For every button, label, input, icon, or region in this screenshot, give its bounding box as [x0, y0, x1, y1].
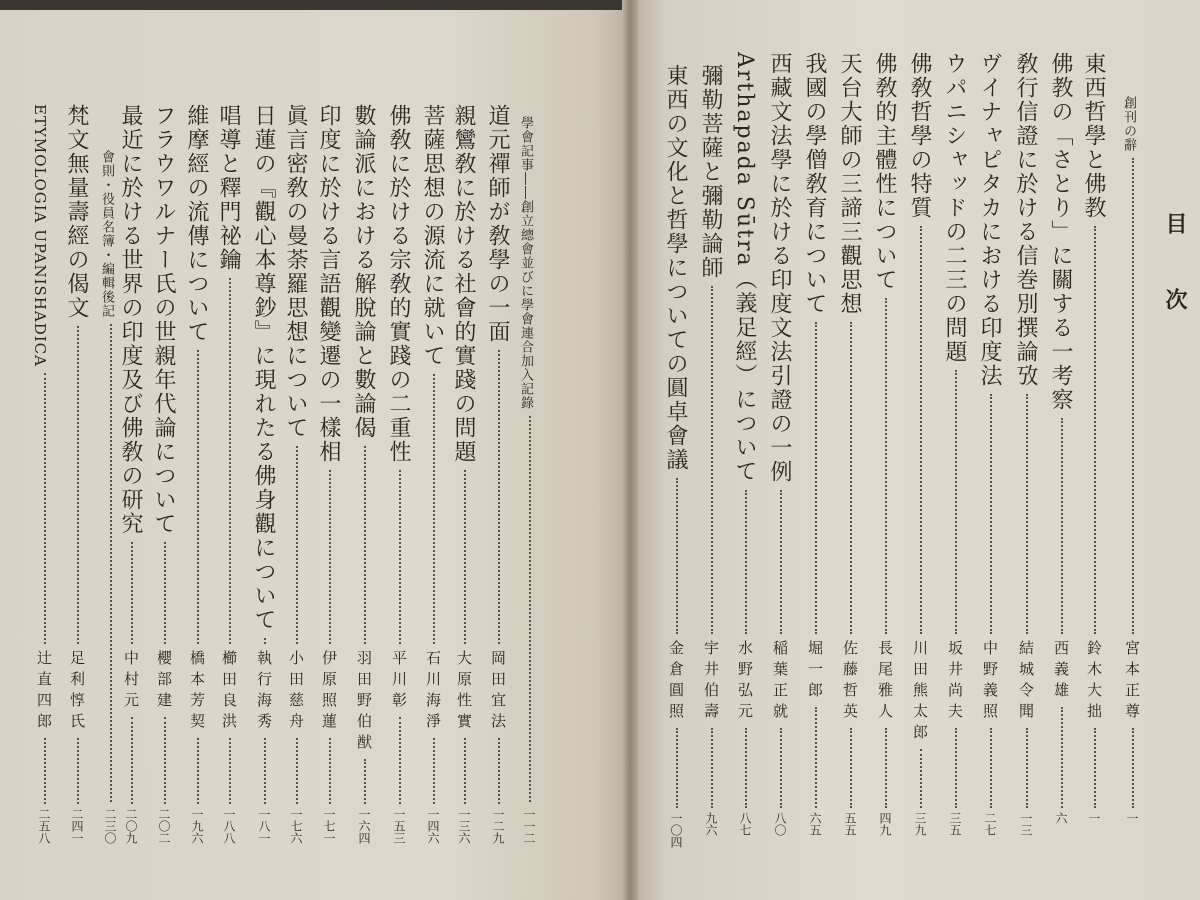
right-toc-entry	[1118, 0, 1148, 900]
dotted-leader	[296, 738, 299, 804]
dotted-leader	[1026, 728, 1029, 808]
dotted-leader	[164, 542, 167, 644]
right-toc-author: 宇井伯壽	[702, 640, 720, 724]
dotted-leader	[296, 446, 299, 644]
left-toc-author: 小田慈舟	[287, 650, 305, 734]
right-toc-entry	[836, 0, 866, 900]
right-toc-title: 創刊の辭	[1121, 96, 1136, 152]
dotted-leader	[329, 738, 332, 804]
book-gutter	[622, 0, 638, 900]
dotted-leader	[77, 326, 80, 644]
right-toc-title: ヴイナャピタカにおける印度法	[977, 52, 1002, 388]
right-toc-title: 敎行信證に於ける信巻別撰論攷	[1013, 52, 1038, 388]
left-toc-page-number: 二三〇	[103, 808, 117, 844]
right-toc-author: 稲葉正就	[771, 640, 789, 724]
dotted-leader	[164, 717, 167, 804]
right-toc-author: 水野弘元	[736, 640, 754, 724]
left-toc-entry	[450, 0, 480, 900]
dotted-leader	[955, 370, 958, 634]
dotted-leader	[229, 738, 232, 804]
left-toc-author: 平川彰	[390, 650, 408, 713]
dotted-leader	[885, 728, 888, 808]
left-toc-author: 羽田野伯猷	[355, 650, 373, 755]
right-toc-title: 佛教の「さとり」に關する一考察	[1048, 52, 1073, 412]
right-toc-author: 宮本正尊	[1123, 640, 1141, 724]
right-toc-page-number: 九六	[704, 812, 718, 836]
left-toc-title: 數論派における解脫論と數論偈	[351, 104, 376, 440]
right-toc-title: 西藏文法學に於ける印度文法引證の一例	[767, 52, 792, 484]
dotted-leader	[329, 470, 332, 644]
dotted-leader	[1026, 394, 1029, 634]
right-toc-page-number: 五五	[843, 812, 857, 836]
right-toc-page-number: 一	[1125, 812, 1139, 824]
dotted-leader	[1094, 226, 1097, 634]
dotted-leader	[745, 728, 748, 808]
left-toc-author: 櫻部建	[155, 650, 173, 713]
dotted-leader	[885, 298, 888, 634]
left-toc-author: 伊原照蓮	[320, 650, 338, 734]
dotted-leader	[131, 717, 134, 804]
right-toc-author: 西義雄	[1052, 640, 1070, 703]
dotted-leader	[77, 738, 80, 804]
left-toc-entry	[250, 0, 280, 900]
left-toc-title: 親鸞敎に於ける社會的實踐の問題	[451, 104, 476, 464]
dotted-leader	[433, 374, 436, 644]
left-toc-page-number: 一六四	[357, 808, 371, 844]
left-toc-entry	[419, 0, 449, 900]
right-toc-page-number: 四九	[878, 812, 892, 836]
left-toc-author: 石川海淨	[424, 650, 442, 734]
left-toc-title: 印度に於ける言語觀變遷の一樣相	[316, 104, 341, 464]
dotted-leader	[1132, 158, 1135, 634]
left-toc-entry	[30, 0, 60, 900]
right-toc-title: 東西哲學と佛教	[1081, 52, 1106, 220]
dotted-leader	[990, 728, 993, 808]
left-toc-page-number: 二四一	[70, 808, 84, 844]
left-toc-entry	[215, 0, 245, 900]
left-toc-author: 辻直四郎	[35, 650, 53, 734]
dotted-leader	[364, 446, 367, 644]
left-toc-title: 道元禪師が敎學の一面	[485, 104, 510, 344]
dotted-leader	[433, 738, 436, 804]
right-toc-page-number: 三五	[948, 812, 962, 836]
dotted-leader	[498, 350, 501, 644]
dotted-leader	[780, 728, 783, 808]
right-toc-entry	[976, 0, 1006, 900]
dotted-leader	[1061, 418, 1064, 634]
right-toc-page-number: 一	[1087, 812, 1101, 824]
left-toc-entry	[315, 0, 345, 900]
dotted-leader	[110, 324, 113, 802]
left-toc-entry	[515, 0, 545, 900]
right-toc-entry	[1047, 0, 1077, 900]
right-toc-page-number: 一三	[1019, 812, 1033, 836]
dotted-leader	[920, 749, 923, 808]
left-toc-page-number: 一五三	[392, 808, 406, 844]
dotted-leader	[850, 728, 853, 808]
left-toc-title: 最近に於ける世界の印度及び佛敎の研究	[118, 104, 143, 536]
right-toc-entry	[731, 0, 761, 900]
right-toc-author: 堀一郎	[806, 640, 824, 703]
left-toc-page-number: 二〇九	[124, 808, 138, 844]
dotted-leader	[264, 638, 267, 644]
right-toc-title: 佛敎的主體性について	[872, 52, 897, 292]
left-toc-author: 大原性實	[455, 650, 473, 734]
left-toc-page-number: 一二九	[491, 808, 505, 844]
dotted-leader	[229, 278, 232, 644]
dotted-leader	[399, 717, 402, 804]
dotted-leader	[850, 322, 853, 634]
dotted-leader	[920, 226, 923, 634]
right-toc-page-number: 三九	[913, 812, 927, 836]
dotted-leader	[711, 286, 714, 634]
dotted-leader	[955, 728, 958, 808]
dotted-leader	[264, 738, 267, 804]
left-toc-entry	[150, 0, 180, 900]
left-toc-page-number: 一四六	[426, 808, 440, 844]
dotted-leader	[1061, 707, 1064, 808]
dotted-leader	[990, 394, 993, 634]
left-toc-title: 會則・役員名簿・編輯後記	[99, 150, 114, 318]
right-toc-title: 我國の學僧敎育について	[802, 52, 827, 316]
left-toc-page-number: 一七一	[322, 808, 336, 844]
dotted-leader	[815, 322, 818, 634]
left-toc-title: 梵文無量壽經の偈文	[64, 104, 89, 320]
dotted-leader	[780, 490, 783, 634]
left-toc-title: 眞言密敎の曼荼羅思想について	[283, 104, 308, 440]
right-toc-page-number: 六五	[808, 812, 822, 836]
left-toc-title: 日蓮の『觀心本尊鈔』に現れたる佛身觀について	[251, 104, 276, 632]
left-toc-title: 唱導と釋門祕鑰	[216, 104, 241, 272]
dotted-leader	[1094, 728, 1097, 808]
left-toc-entry	[282, 0, 312, 900]
left-toc-page-number: 二五八	[37, 808, 51, 844]
left-toc-page-number: 一八一	[257, 808, 271, 844]
right-toc-title: 彌勒菩薩と彌勒論師	[698, 64, 723, 280]
right-toc-entry	[871, 0, 901, 900]
dotted-leader	[44, 373, 47, 644]
right-toc-title: 東西の文化と哲學についての圓卓會議	[663, 64, 688, 472]
left-toc-entry	[96, 0, 126, 900]
left-toc-author: 橋本芳契	[188, 650, 206, 734]
right-toc-entry	[1080, 0, 1110, 900]
right-toc-author: 川田熊太郎	[911, 640, 929, 745]
left-toc-author: 岡田宜法	[489, 650, 507, 734]
right-toc-author: 金倉圓照	[667, 640, 685, 724]
right-toc-title: Arthapada Sūtra（義足經）について	[732, 52, 757, 484]
right-toc-title: 佛敎哲學の特質	[907, 52, 932, 220]
dotted-leader	[711, 728, 714, 808]
left-toc-page-number: 一三六	[457, 808, 471, 844]
left-toc-entry	[484, 0, 514, 900]
left-toc-title: 學會記事――創立總會並びに學會連合加入記錄	[518, 116, 533, 410]
left-toc-entry	[350, 0, 380, 900]
left-toc-title: 維摩經の流傳について	[184, 104, 209, 344]
left-toc-entry	[183, 0, 213, 900]
dotted-leader	[1132, 728, 1135, 808]
dotted-leader	[464, 470, 467, 644]
left-toc-author: 執行海秀	[255, 650, 273, 734]
right-toc-entry	[697, 0, 727, 900]
right-toc-author: 鈴木大拙	[1085, 640, 1103, 724]
dotted-leader	[498, 738, 501, 804]
left-toc-page-number: 一九六	[190, 808, 204, 844]
right-toc-entry	[662, 0, 692, 900]
left-toc-page-number: 二〇二	[157, 808, 171, 844]
right-toc-author: 長尾雅人	[876, 640, 894, 724]
right-toc-page-number: 二七	[983, 812, 997, 836]
right-toc-author: 結城令聞	[1017, 640, 1035, 724]
right-toc-title: ウパニシャッドの二三の問題	[942, 52, 967, 364]
dotted-leader	[197, 350, 200, 644]
right-toc-entry	[766, 0, 796, 900]
left-toc-entry	[63, 0, 93, 900]
dotted-leader	[676, 728, 679, 808]
dotted-leader	[815, 707, 818, 808]
right-toc-entry	[941, 0, 971, 900]
right-toc-entry	[1012, 0, 1042, 900]
right-toc-title: 天台大師の三諦三觀思想	[837, 52, 862, 316]
left-toc-title: ETYMOLOGIA UPANISHADICA	[31, 104, 49, 367]
left-toc-page-number: 一八八	[222, 808, 236, 844]
dotted-leader	[745, 490, 748, 634]
right-toc-entry	[906, 0, 936, 900]
left-toc-author: 櫛田良洪	[220, 650, 238, 734]
toc-heading: 目次	[1162, 212, 1188, 364]
right-toc-author: 坂井尚夫	[946, 640, 964, 724]
right-toc-entry	[801, 0, 831, 900]
right-toc-page-number: 六	[1054, 812, 1068, 824]
dotted-leader	[464, 738, 467, 804]
right-toc-author: 中野義照	[981, 640, 999, 724]
dotted-leader	[364, 759, 367, 804]
right-toc-author: 佐藤哲英	[841, 640, 859, 724]
right-toc-page-number: 一〇四	[669, 812, 683, 848]
dotted-leader	[44, 738, 47, 804]
dotted-leader	[676, 478, 679, 634]
right-toc-page-number: 八〇	[773, 812, 787, 836]
left-toc-entry	[385, 0, 415, 900]
dotted-leader	[131, 542, 134, 644]
left-toc-title: 佛敎に於ける宗敎的實踐の二重性	[386, 104, 411, 464]
left-toc-title: フラウワルナー氏の世親年代論について	[151, 104, 176, 536]
dotted-leader	[529, 416, 532, 802]
right-toc-page-number: 八七	[738, 812, 752, 836]
dotted-leader	[399, 470, 402, 644]
left-toc-author: 中村元	[122, 650, 140, 713]
left-toc-page-number: 一七六	[289, 808, 303, 844]
left-toc-author: 足利惇氏	[68, 650, 86, 734]
dotted-leader	[197, 738, 200, 804]
left-toc-title: 菩薩思想の源流に就いて	[420, 104, 445, 368]
left-toc-page-number: 一一二	[522, 808, 536, 844]
